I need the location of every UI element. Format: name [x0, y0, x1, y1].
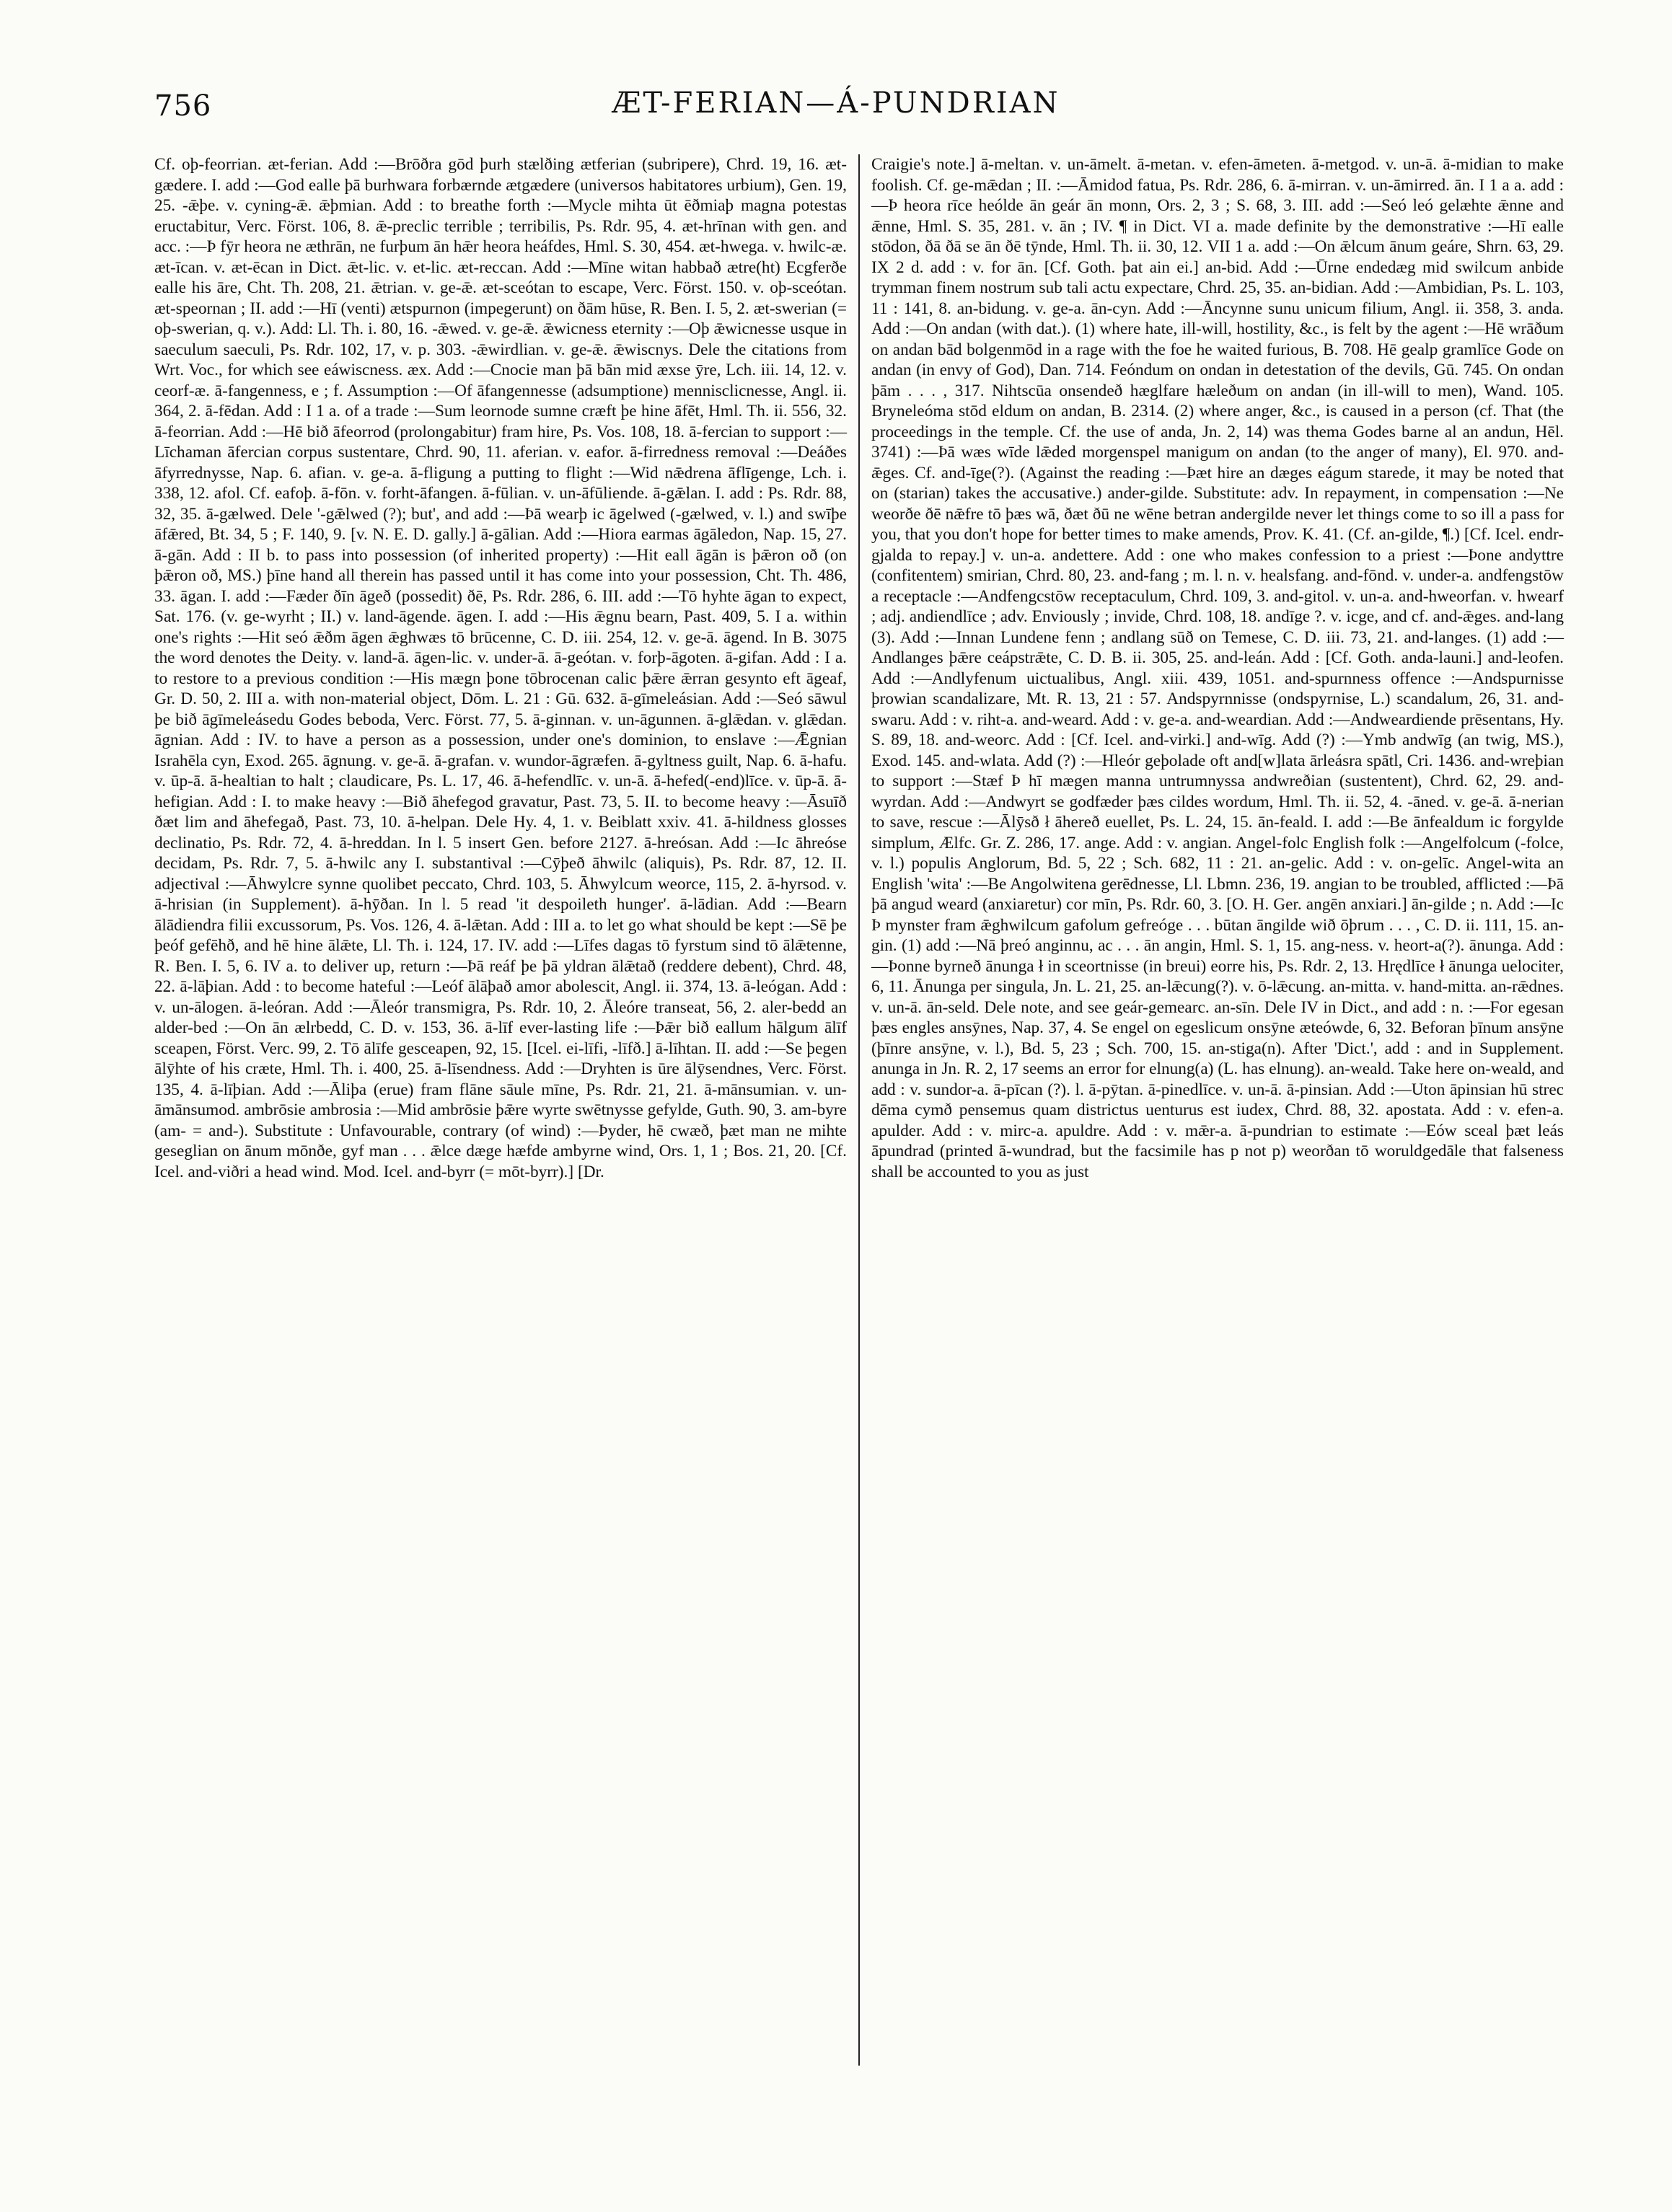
right-column	[871, 154, 1564, 1182]
running-head: ÆT-FERIAN—Á-PUNDRIAN	[612, 87, 1060, 120]
page-number: 756	[154, 89, 212, 123]
right-column-text: Craigie's note.] ā-meltan. v. un-āmelt. ā-metan. v. efen-āmeten. ā-metgod. v. un-ā. ā-midian to make foolish. Cf. ge-mǣdan ; II. :—Āmidod fatua, Ps. Rdr. 286, 6. ā-mirran. v. un-āmirred. ān. I 1 a a. add :—Þ heora rīce heólde ān geár ān monn, Ors. 2, 3 ; S. 68, 3. III. add :—Seó leó gelæhte ǣnne and ǣnne, Hml. S. 35, 281. v. ān ; IV. ¶ in Dict. VI a. made definite by the demonstrative :—Hī ealle stōdon, ðā ðā se ān ðē tȳnde, Hml. Th. ii. 30, 12. VII 1 a. add :—On ǣlcum ānum geáre, Shrn. 63, 29. IX 2 d. add : v. for ān. [Cf. Goth. þat ain ei.] an-bid. Add :—Ūrne endedæg mid swilcum anbide trymman finem nostrum sub tali actu expectare, Chrd. 25, 35. an-bidian. Add :—Ambidian, Ps. L. 103, 11 : 141, 8. an-bidung. v. ge-a. ān-cyn. Add :—Āncynne sunu unicum filium, Angl. ii. 358, 3. anda. Add :—On andan (with dat.). (1) where hate, ill-will, hostility, &c., is felt by the agent :—Hē wrāðum on andan bād bolgenmōd in a rage with the foe he waited furious, B. 708. Hē gealp gramlīce Gode on andan (in envy of God), Dan. 714. Feóndum on ondan in detestation of the devils, Gū. 745. On ondan þām . . . , 317. Nihtscūa onsendeð hæglfare hæleðum on andan (in ill-will to men), Wand. 105. Bryneleóma stōd eldum on andan, B. 2314. (2) where anger, &c., is caused in a person (cf. That (the proceedings in the temple. Cf. the use of anda, Jn. 2, 14) was thema Godes barne al an andun, Hēl. 3741) :—Þā wæs wīde lǣded morgenspel manigum on andan (to the anger of many), El. 970. and-ǣges. Cf. and-īge(?). (Against the reading :—Þæt hire an dæges eágum starede, it may be noted that on (starian) takes the accusative.) ander-gilde. Substitute: adv. In repayment, in compensation :—Ne weorðe ðē nǣfre tō þæs wā, ðæt ðū ne wēne betran andergilde never let things come to so ill a pass for you, that you don't hope for better times to make amends, Prov. K. 41. (Cf. an-gilde, ¶.) [Cf. Icel. endr-gjalda to repay.] v. un-a. andettere. Add : one who makes confession to a priest :—Þone andyttre (confitentem) smirian, Chrd. 80, 23. and-fang ; m. l. n. v. healsfang. and-fōnd. v. under-a. andfengstōw a receptacle :—Andfengcstōw receptaculum, Chrd. 109, 3. and-gitol. v. un-a. and-hweorfan. v. hwearf ; adj. andiendlīce ; adv. Enviously ; invide, Chrd. 108, 18. andīge ?. v. icge, and cf. and-ǣges. and-lang (3). Add :—Innan Lundene fenn ; andlang sūð on Temese, C. D. iii. 73, 21. and-langes. (1) add :—Andlanges þǣre ceápstrǣte, C. D. B. ii. 305, 25. and-leán. Add : [Cf. Goth. anda-launi.] and-leofen. Add :—Andlyfenum uictualibus, Angl. xiii. 439, 1051. and-spurnness offence :—Andspurnisse þrowian scandalizare, Mt. R. 13, 21 : 57. Andspyrnnisse (ondspyrnise, L.) scandalum, 26, 31. and-swaru. Add : v. riht-a. and-weard. Add : v. ge-a. and-weardian. Add :—Andweardiende prēsentans, Hy. S. 89, 18. and-weorc. Add : [Cf. Icel. and-virki.] and-wīg. Add (?) :—Ymb andwīg (an twig, MS.), Exod. 145. and-wlata. Add (?) :—Hleór geþolade oft and[w]lata ārleásra spātl, Cri. 1436. and-wreþian to support :—Stæf Þ hī mægen manna untrumnyssa andwreðian (sustentent), Chrd. 62, 29. and-wyrdan. Add :—Andwyrt se godfæder þæs cildes wordum, Hml. Th. ii. 52, 4. -āned. v. ge-ā. ā-nerian to save, rescue :—Ālȳsð ł āhereð euellet, Ps. L. 24, 15. ān-feald. I. add :—Be ānfealdum ic forgylde simplum, Ælfc. Gr. Z. 286, 17. ange. Add : v. angian. Angel-folc English folk :—Angelfolcum (-folce, v. l.) populis Anglorum, Bd. 5, 22 ; Sch. 682, 11 : 21. an-gelic. Add : v. on-gelīc. Angel-wita an English 'wita' :—Be Angolwitena gerēdnesse, Ll. Lbmn. 236, 19. angian to be troubled, afflicted :—Þā þā angud weard (anxiaretur) cor mīn, Ps. Rdr. 60, 3. [O. H. Ger. angēn anxiari.] ān-gilde ; n. Add :—Ic Þ mynster fram ǣghwilcum gafolum gefreóge . . . būtan āngilde wið ōþrum . . . , C. D. ii. 111, 15. an-gin. (1) add :—Nā þreó anginnu, ac . . . ān angin, Hml. S. 1, 15. ang-ness. v. heort-a(?). ānunga. Add :—Þonne byrneð ānunga ł in sceortnisse (in breui) eorre his, Ps. Rdr. 2, 13. Hrędlīce ł ānunga uelociter, 6, 11. Ānunga per singula, Jn. L. 21, 25. an-lǣcung(?). v. ō-lǣcung. an-mitta. v. hand-mitta. an-rǣdnes. v. un-ā. ān-seld. Dele note, and see geár-gemearc. an-sīn. Dele IV in Dict., and add : n. :—For egesan þæs engles ansȳnes, Nap. 37, 4. Se engel on egeslicum onsȳne æteówde, 6, 32. Beforan þīnum ansȳne (þīnre ansȳne, v. l.), Bd. 5, 23 ; Sch. 700, 15. an-stiga(n). After 'Dict.', add : and in Supplement. anunga in Jn. R. 2, 17 seems an error for elnung(a) (L. has elnung). an-weald. Take here on-weald, and add : v. sundor-a. ā-pīcan (?). l. ā-pȳtan. ā-pinedlīce. v. un-ā. ā-pinsian. Add :—Uton āpinsian hū strec dēma cymð pensemus quam districtus uenturus est iudex, Chrd. 88, 32. apostata. Add : v. efen-a. apulder. Add : v. mirc-a. apuldre. Add : v. mǣr-a. ā-pundrian to estimate :—Eów sceal þæt leás āpundrad (printed ā-wundrad, but the facsimile has p not p) weorðan tō woruldgedāle that falseness shall be accounted to you as just	[871, 155, 1564, 1181]
left-column	[154, 154, 847, 1182]
column-divider	[858, 154, 860, 2066]
left-column-text: Cf. oþ-feorrian. æt-ferian. Add :—Brōðra gōd þurh stælðing ætferian (subripere), Chrd. 19, 16. æt-gædere. I. add :—God ealle þā burhwara forbærnde ætgædere (universos habitatores urbium), Gen. 19, 25. -ǣþe. v. cyning-ǣ. ǣþmian. Add : to breathe forth :—Mycle mihta ūt ēðmiaþ magna potestas eructabitur, Verc. Först. 106, 8. ǣ-preclic terrible ; terribilis, Ps. Rdr. 95, 4. æt-hrīnan with gen. and acc. :—Þ fȳr heora ne æthrān, ne furþum ān hǣr heora heáfdes, Hml. S. 30, 454. æt-hwega. v. hwilc-æ. æt-īcan. v. æt-ēcan in Dict. ǣt-lic. v. et-lic. æt-reccan. Add :—Mīne witan habbað ætre(ht) Ecgferðe ealle his āre, Cht. Th. 208, 21. ǣtrian. v. ge-ǣ. æt-sceótan to escape, Verc. Först. 150. v. oþ-sceótan. æt-speornan ; II. add :—Hī (venti) ætspurnon (impegerunt) on ðām hūse, R. Ben. I. 5, 2. æt-swerian (= oþ-swerian, q. v.). Add: Ll. Th. i. 80, 16. -ǣwed. v. ge-ǣ. ǣwicness eternity :—Oþ ǣwicnesse usque in saeculum saeculi, Ps. Rdr. 102, 17, v. p. 303. -ǣwirdlian. v. ge-ǣ. ǣwiscnys. Dele the citations from Wrt. Voc., for which see eáwiscness. æx. Add :—Cnocie man þā bān mid æxse ȳre, Lch. iii. 14, 12. v. ceorf-æ. ā-fangenness, e ; f. Assumption :—Of āfangennesse (adsumptione) mennisclicnesse, Angl. ii. 364, 2. ā-fēdan. Add : I 1 a. of a trade :—Sum leornode sumne cræft þe hine āfēt, Hml. Th. ii. 556, 32. ā-feorrian. Add :—Hē bið āfeorrod (prolongabitur) fram hire, Ps. Vos. 108, 18. ā-fercian to support :—Līchaman āfercian corpus sustentare, Chrd. 90, 11. aferian. v. eafor. ā-firredness removal :—Deáðes āfyrrednysse, Nap. 6. afian. v. ge-a. ā-fligung a putting to flight :—Wid nǣdrena āflīgenge, Lch. i. 338, 12. afol. Cf. eafoþ. ā-fōn. v. forht-āfangen. ā-fūlian. v. un-āfūliende. ā-gǣlan. I. add : Ps. Rdr. 88, 32, 35. ā-gælwed. Dele '-gǣlwed (?); but', and add :—Þā wearþ ic āgelwed (-gælwed, v. l.) and swīþe āfǣred, Bt. 34, 5 ; F. 140, 9. [v. N. E. D. gally.] ā-gālian. Add :—Hiora earmas āgāledon, Nap. 15, 27. ā-gān. Add : II b. to pass into possession (of inherited property) :—Hit eall āgān is þǣron oð (on þǣron oð, MS.) þīne hand all therein has passed until it has come into your possession, Cht. Th. 486, 33. āgan. I. add :—Fæder ðīn āgeð (possedit) ðē, Ps. Rdr. 286, 6. III. add :—Tō hyhte āgan to expect, Sat. 176. (v. ge-wyrht ; II.) v. land-āgende. āgen. I. add :—His ǣgnu bearn, Past. 409, 5. I a. within one's rights :—Hit seó ǣðm āgen ǣghwæs tō brūcenne, C. D. iii. 254, 12. v. ge-ā. āgend. In B. 3075 the word denotes the Deity. v. land-ā. āgen-lic. v. under-ā. ā-geótan. v. forþ-āgoten. ā-gifan. Add : I a. to restore to a previous condition :—His mægn þone tōbrocenan calic þǣre ǣrran gesynto eft āgeaf, Gr. D. 50, 2. III a. with non-material object, Dōm. L. 21 : Gū. 632. ā-gīmeleásian. Add :—Seó sāwul þe bið āgīmeleásedu Godes beboda, Verc. Först. 77, 5. ā-ginnan. v. un-āgunnen. ā-glǣdan. v. glǣdan. āgnian. Add : IV. to have a person as a possession, under one's dominion, to enslave :—Ǣgnian Israhēla cyn, Exod. 265. āgnung. v. ge-ā. ā-grafan. v. wundor-āgræfen. ā-gyltness guilt, Nap. 6. ā-hafu. v. ūp-ā. ā-healtian to halt ; claudicare, Ps. L. 17, 46. ā-hefendlīc. v. un-ā. ā-hefed(-end)līce. v. ūp-ā. ā-hefigian. Add : I. to make heavy :—Bið āhefegod gravatur, Past. 73, 5. II. to become heavy :—Āsuīð ðæt lim and āhefegað, Past. 73, 10. ā-helpan. Dele Hy. 4, 1. v. Beiblatt xxiv. 41. ā-hildness glosses declinatio, Ps. Rdr. 72, 4. ā-hreddan. In l. 5 insert Gen. before 2127. ā-hreósan. Add :—Ic āhreóse decidam, Ps. Rdr. 7, 5. ā-hwilc any I. substantival :—Cȳþeð āhwilc (aliquis), Ps. Rdr. 87, 12. II. adjectival :—Āhwylcre synne quolibet peccato, Chrd. 103, 5. Āhwylcum weorce, 115, 2. ā-hyrsod. v. ā-hrisian (in Supplement). ā-hȳðan. In l. 5 read 'it despoileth hunger'. ā-lādian. Add :—Bearn ālādiendra filii excussorum, Ps. Vos. 126, 4. ā-lǣtan. Add : III a. to let go what should be kept :—Sē þe þeóf gefēhð, and hē hine ālǣte, Ll. Th. i. 124, 17. IV. add :—Līfes dagas tō fyrstum sind tō ālǣtenne, R. Ben. I. 5, 6. IV a. to deliver up, return :—Þā reáf þe þā yldran ālǣtað (reddere debent), Chrd. 48, 22. ā-lāþian. Add : to become hateful :—Leóf ālāþað amor abolescit, Angl. ii. 374, 13. ā-leógan. Add : v. un-ālogen. ā-leóran. Add :—Āleór transmigra, Ps. Rdr. 10, 2. Āleóre transeat, 56, 2. aler-bedd an alder-bed :—On ān ælrbedd, C. D. v. 153, 36. ā-līf ever-lasting life :—Þǣr bið eallum hālgum ālīf sceapen, Först. Verc. 99, 2. Tō ālīfe gesceapen, 92, 15. [Icel. ei-līfi, -līfð.] ā-līhtan. II. add :—Se þegen ālȳhte of his cræte, Hml. Th. i. 400, 25. ā-līsendness. Add :—Dryhten is ūre ālȳsendnes, Verc. Först. 135, 4. ā-līþian. Add :—Āliþa (erue) fram flāne sāule mīne, Ps. Rdr. 21, 21. ā-mānsumian. v. un-āmānsumod. ambrōsie ambrosia :—Mid ambrōsie þǣre wyrte swētnysse gefylde, Guth. 90, 3. am-byre (am- = and-). Substitute : Unfavourable, contrary (of wind) :—Þyder, hē cwæð, þæt man ne mihte geseglian on ānum mōnðe, gyf man . . . ǣlce dæge hæfde ambyrne wind, Ors. 1, 1 ; Bos. 21, 20. [Cf. Icel. and-viðri a head wind. Mod. Icel. and-byrr (= mōt-byrr).] [Dr.	[154, 155, 847, 1181]
